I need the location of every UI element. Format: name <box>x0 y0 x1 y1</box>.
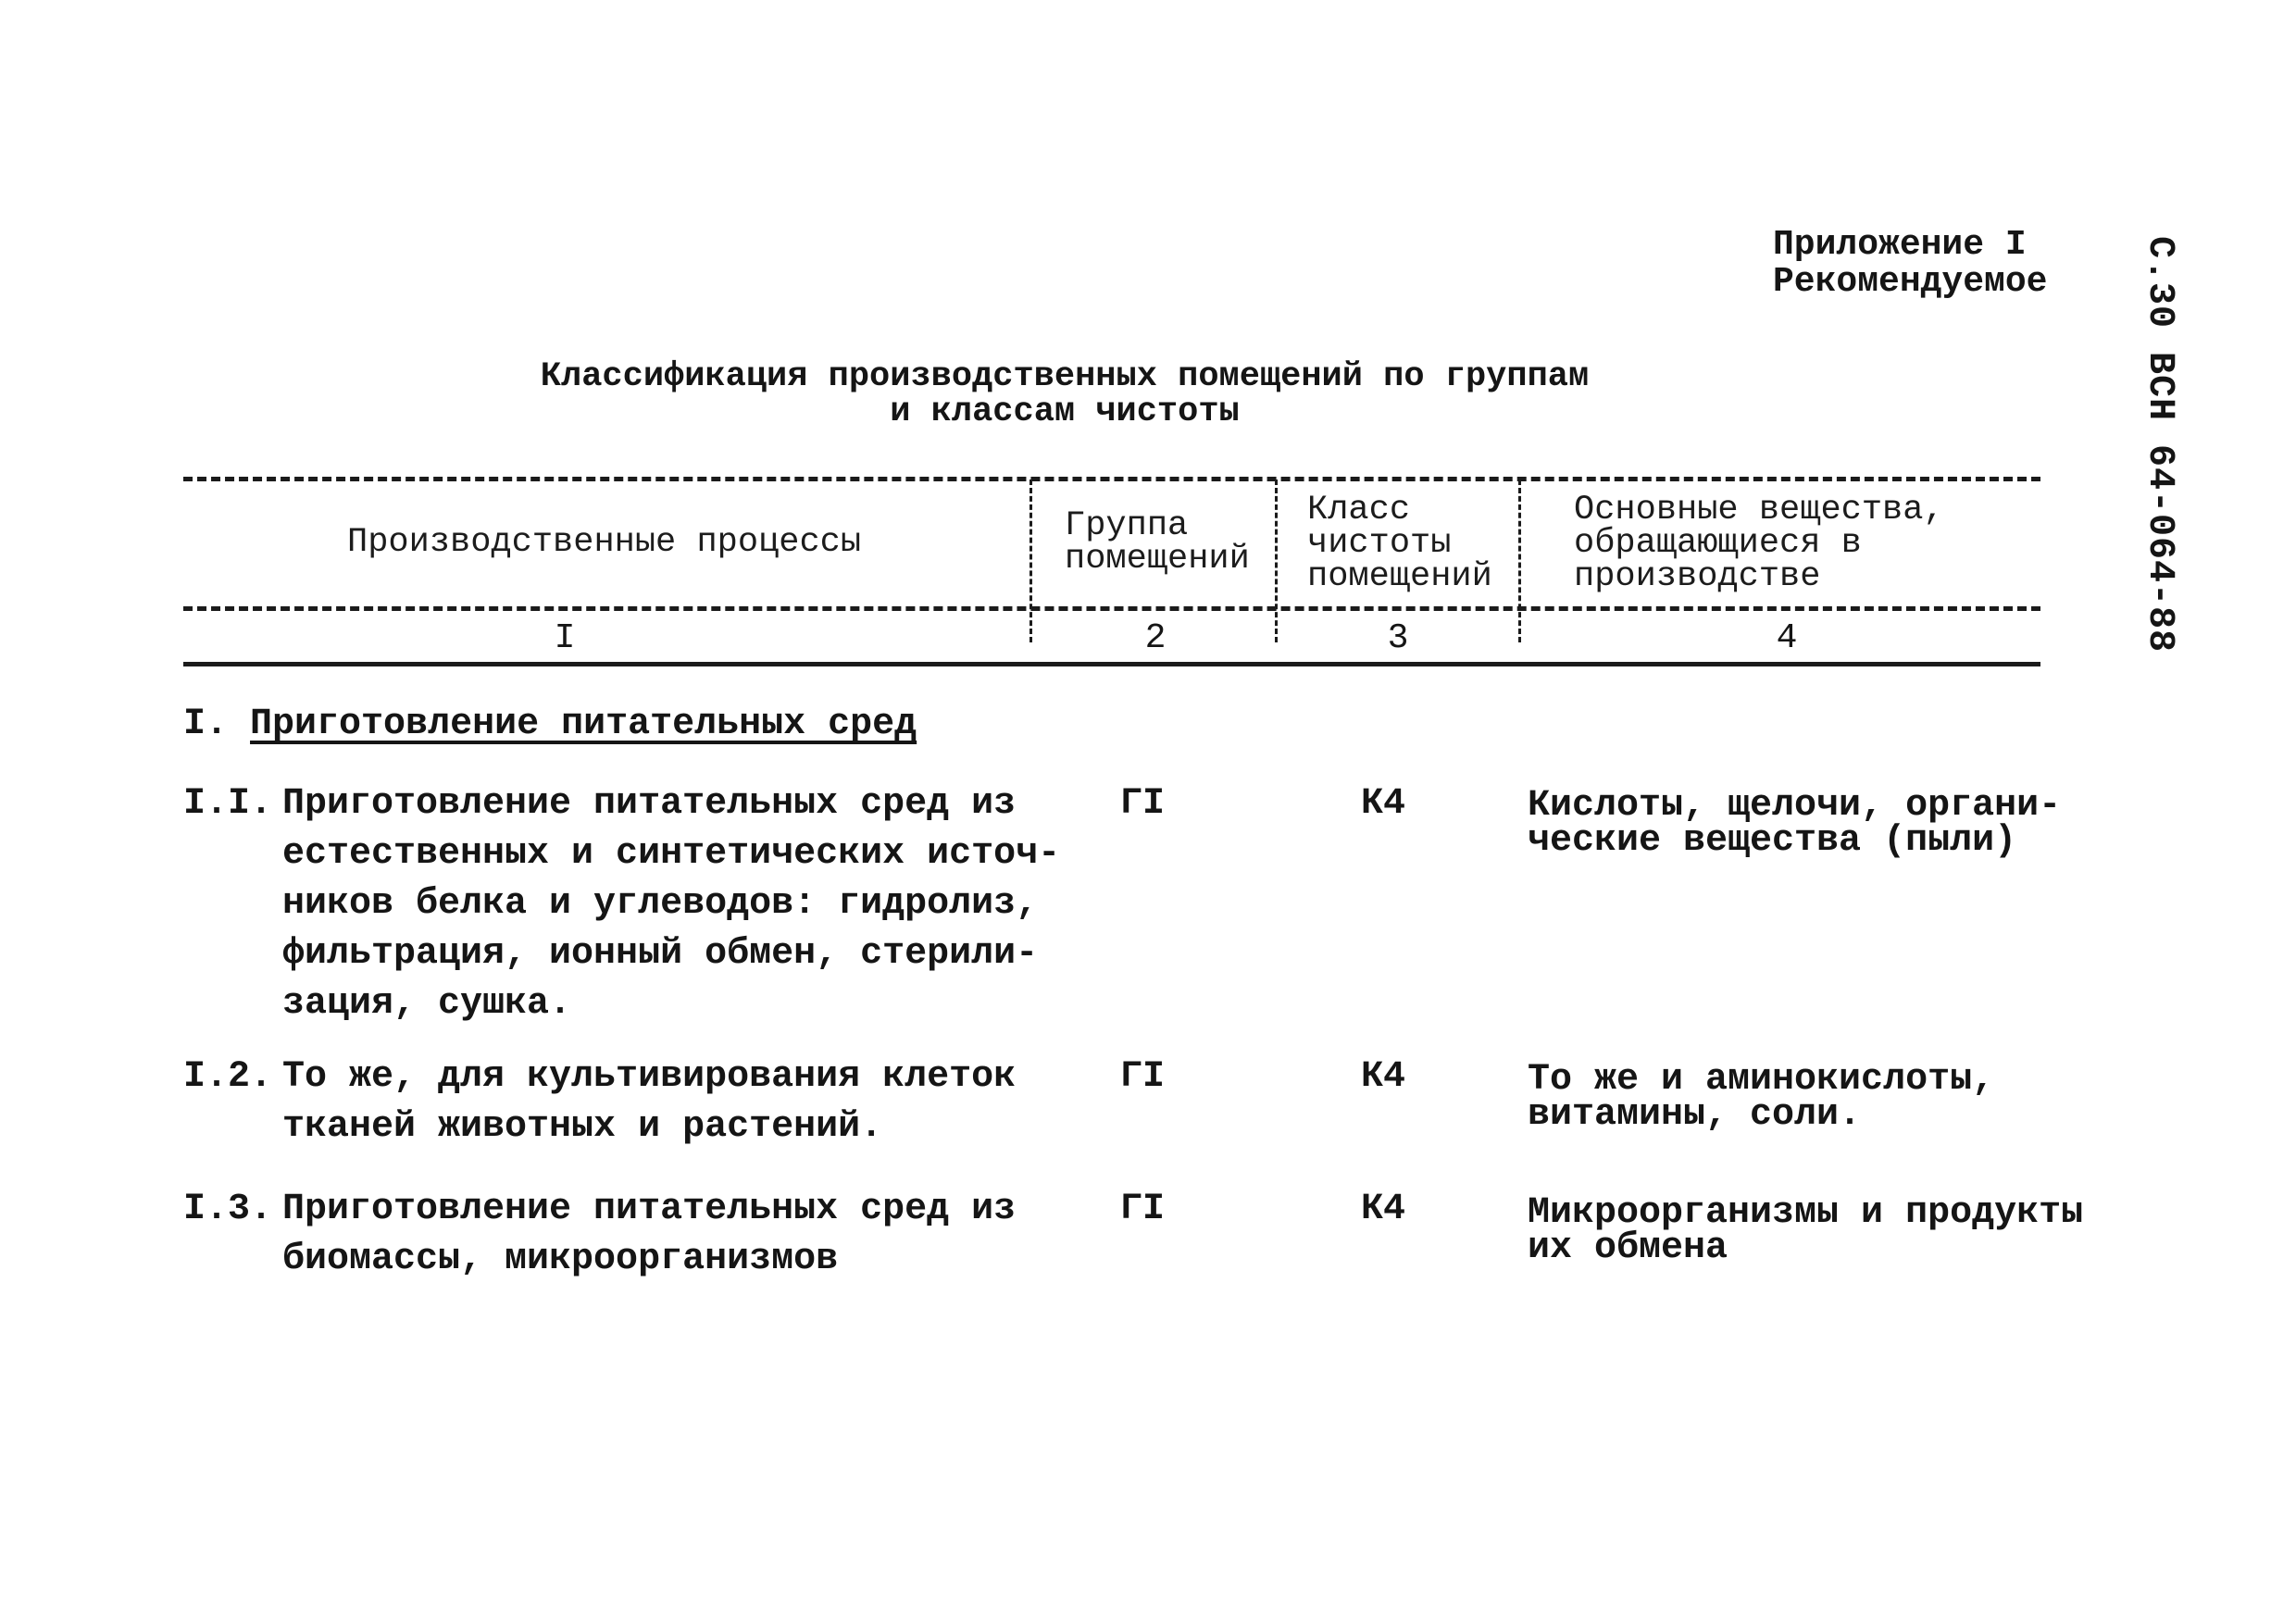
row-1-group: ГI <box>1120 783 1166 825</box>
header-group <box>1065 506 1250 579</box>
header-processes: Производственные процессы <box>347 523 862 562</box>
row-3-substances: Микроорганизмы и продукты их обмена <box>1528 1192 2084 1269</box>
row-3-process: Приготовление питательных сред из биомассы, микроорганизмов <box>282 1189 1017 1280</box>
row-2-id: I.2. <box>183 1056 273 1098</box>
table-numbers-rule <box>183 662 2040 666</box>
row-1-process: Приготовление питательных сред из естественных и синтетических источ- ников белка и углеводов: гидролиз, фильтрация, ионный обмен, стерили- зация, сушка. <box>282 783 1061 1025</box>
header-substances-line-2: обращающиеся в <box>1574 524 1862 563</box>
row-1-class: К4 <box>1361 783 1406 825</box>
column-divider-3 <box>1518 479 1521 642</box>
header-group-line-2: помещений <box>1065 540 1250 579</box>
appendix-status: Рекомендуемое <box>1773 262 2048 302</box>
row-3-id: I.3. <box>183 1189 273 1230</box>
column-number-4: 4 <box>1776 618 1798 658</box>
appendix-header <box>1773 227 2047 301</box>
title-line-1: Классификация производственных помещений по группам <box>540 357 1590 396</box>
header-class-line-3: помещений <box>1307 557 1492 596</box>
header-class <box>1307 491 1492 596</box>
row-2-class: К4 <box>1361 1056 1406 1098</box>
header-substances-line-3: производстве <box>1574 557 1821 596</box>
table-header-rule <box>183 606 2040 611</box>
table-top-rule <box>183 477 2040 481</box>
header-substances <box>1574 491 1944 596</box>
title-line-2: и классам чистоты <box>890 392 1240 431</box>
row-2-process: То же, для культивирования клеток тканей животных и растений. <box>282 1056 1017 1148</box>
row-3-class: К4 <box>1361 1189 1406 1230</box>
header-class-line-1: Класс <box>1307 491 1411 529</box>
appendix-number: Приложение I <box>1773 225 2027 265</box>
section-heading <box>183 704 917 745</box>
row-1-id: I.I. <box>183 783 273 825</box>
row-1-substances: Кислоты, щелочи, органи- ческие вещества (пыли) <box>1528 785 2062 862</box>
header-class-line-2: чистоты <box>1307 524 1452 563</box>
row-2-group: ГI <box>1120 1056 1166 1098</box>
column-number-1: I <box>554 618 576 658</box>
section-number: I. <box>183 704 229 745</box>
row-2-substances: То же и аминокислоты, витамины, соли. <box>1528 1059 1995 1136</box>
header-substances-line-1: Основные вещества, <box>1574 491 1944 529</box>
side-margin-label: С.30 ВСН 64-064-88 <box>2139 236 2180 654</box>
header-group-line-1: Группа <box>1065 506 1189 545</box>
column-number-3: 3 <box>1387 618 1409 658</box>
column-divider-1 <box>1029 479 1032 642</box>
document-title <box>444 359 1685 430</box>
column-number-2: 2 <box>1144 618 1167 658</box>
row-3-group: ГI <box>1120 1189 1166 1230</box>
column-divider-2 <box>1275 479 1278 642</box>
section-title: Приготовление питательных сред <box>250 704 917 745</box>
